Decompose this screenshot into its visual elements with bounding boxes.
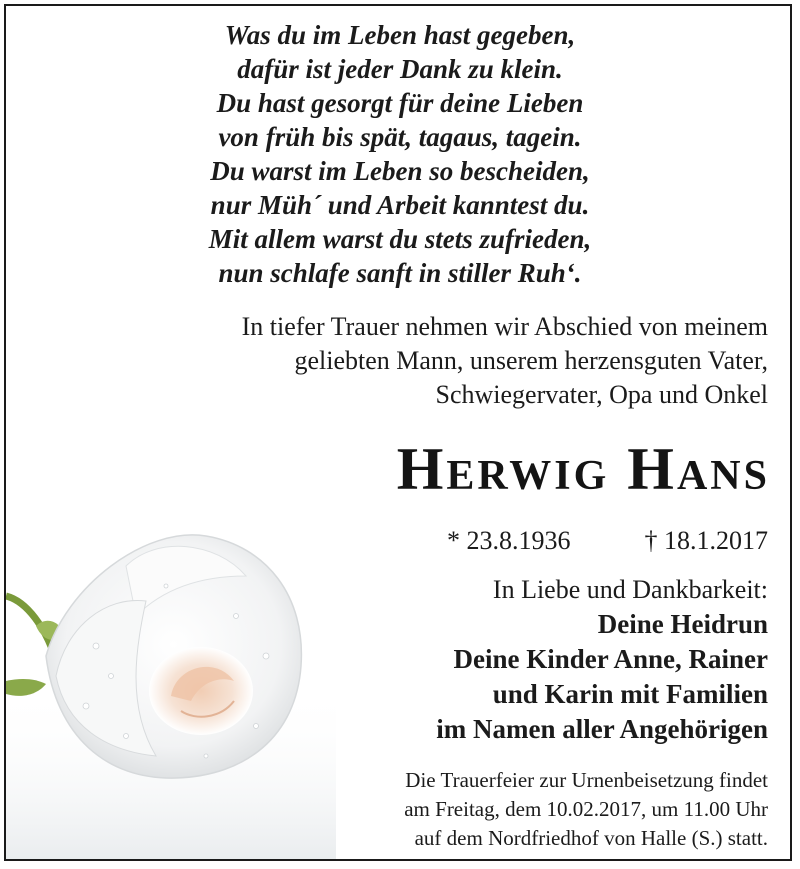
poem-line: Du warst im Leben so bescheiden, [210, 156, 590, 186]
birth-date: * 23.8.1936 [447, 526, 571, 555]
mourning-intro [242, 310, 768, 412]
service-line: Die Trauerfeier zur Urnenbeisetzung findet [405, 768, 768, 792]
white-rose-icon [6, 506, 336, 861]
intro-line: geliebten Mann, unserem herzensguten Vater, [294, 346, 768, 375]
intro-line: In tiefer Trauer nehmen wir Abschied von meinem [241, 312, 768, 341]
family-signature [436, 572, 768, 747]
death-date: † 18.1.2017 [644, 526, 768, 555]
obituary-notice [4, 4, 792, 861]
life-dates [447, 524, 768, 558]
poem-line: nur Müh´ und Arbeit kanntest du. [210, 190, 590, 220]
poem-line: dafür ist jeder Dank zu klein. [237, 54, 563, 84]
poem-line: von früh bis spät, tagaus, tagein. [218, 122, 582, 152]
poem-line: Du hast gesorgt für deine Lieben [216, 88, 584, 118]
family-name-line: Deine Kinder Anne, Rainer [453, 644, 768, 674]
funeral-service-info [404, 766, 768, 853]
poem-line: nun schlafe sanft in stiller Ruh‘. [218, 258, 582, 288]
service-line: auf dem Nordfriedhof von Halle (S.) statt. [414, 826, 768, 850]
family-name-line: im Namen aller Angehörigen [436, 714, 768, 744]
deceased-name: Herwig Hans [396, 436, 770, 502]
family-lead: In Liebe und Dankbarkeit: [492, 575, 768, 604]
poem-line: Was du im Leben hast gegeben, [224, 20, 576, 50]
service-line: am Freitag, dem 10.02.2017, um 11.00 Uhr [404, 797, 768, 821]
poem-line: Mit allem warst du stets zufrieden, [208, 224, 592, 254]
memorial-poem [6, 18, 792, 290]
intro-line: Schwiegervater, Opa und Onkel [435, 380, 768, 409]
family-name-line: Deine Heidrun [597, 609, 768, 639]
family-name-line: und Karin mit Familien [492, 679, 768, 709]
